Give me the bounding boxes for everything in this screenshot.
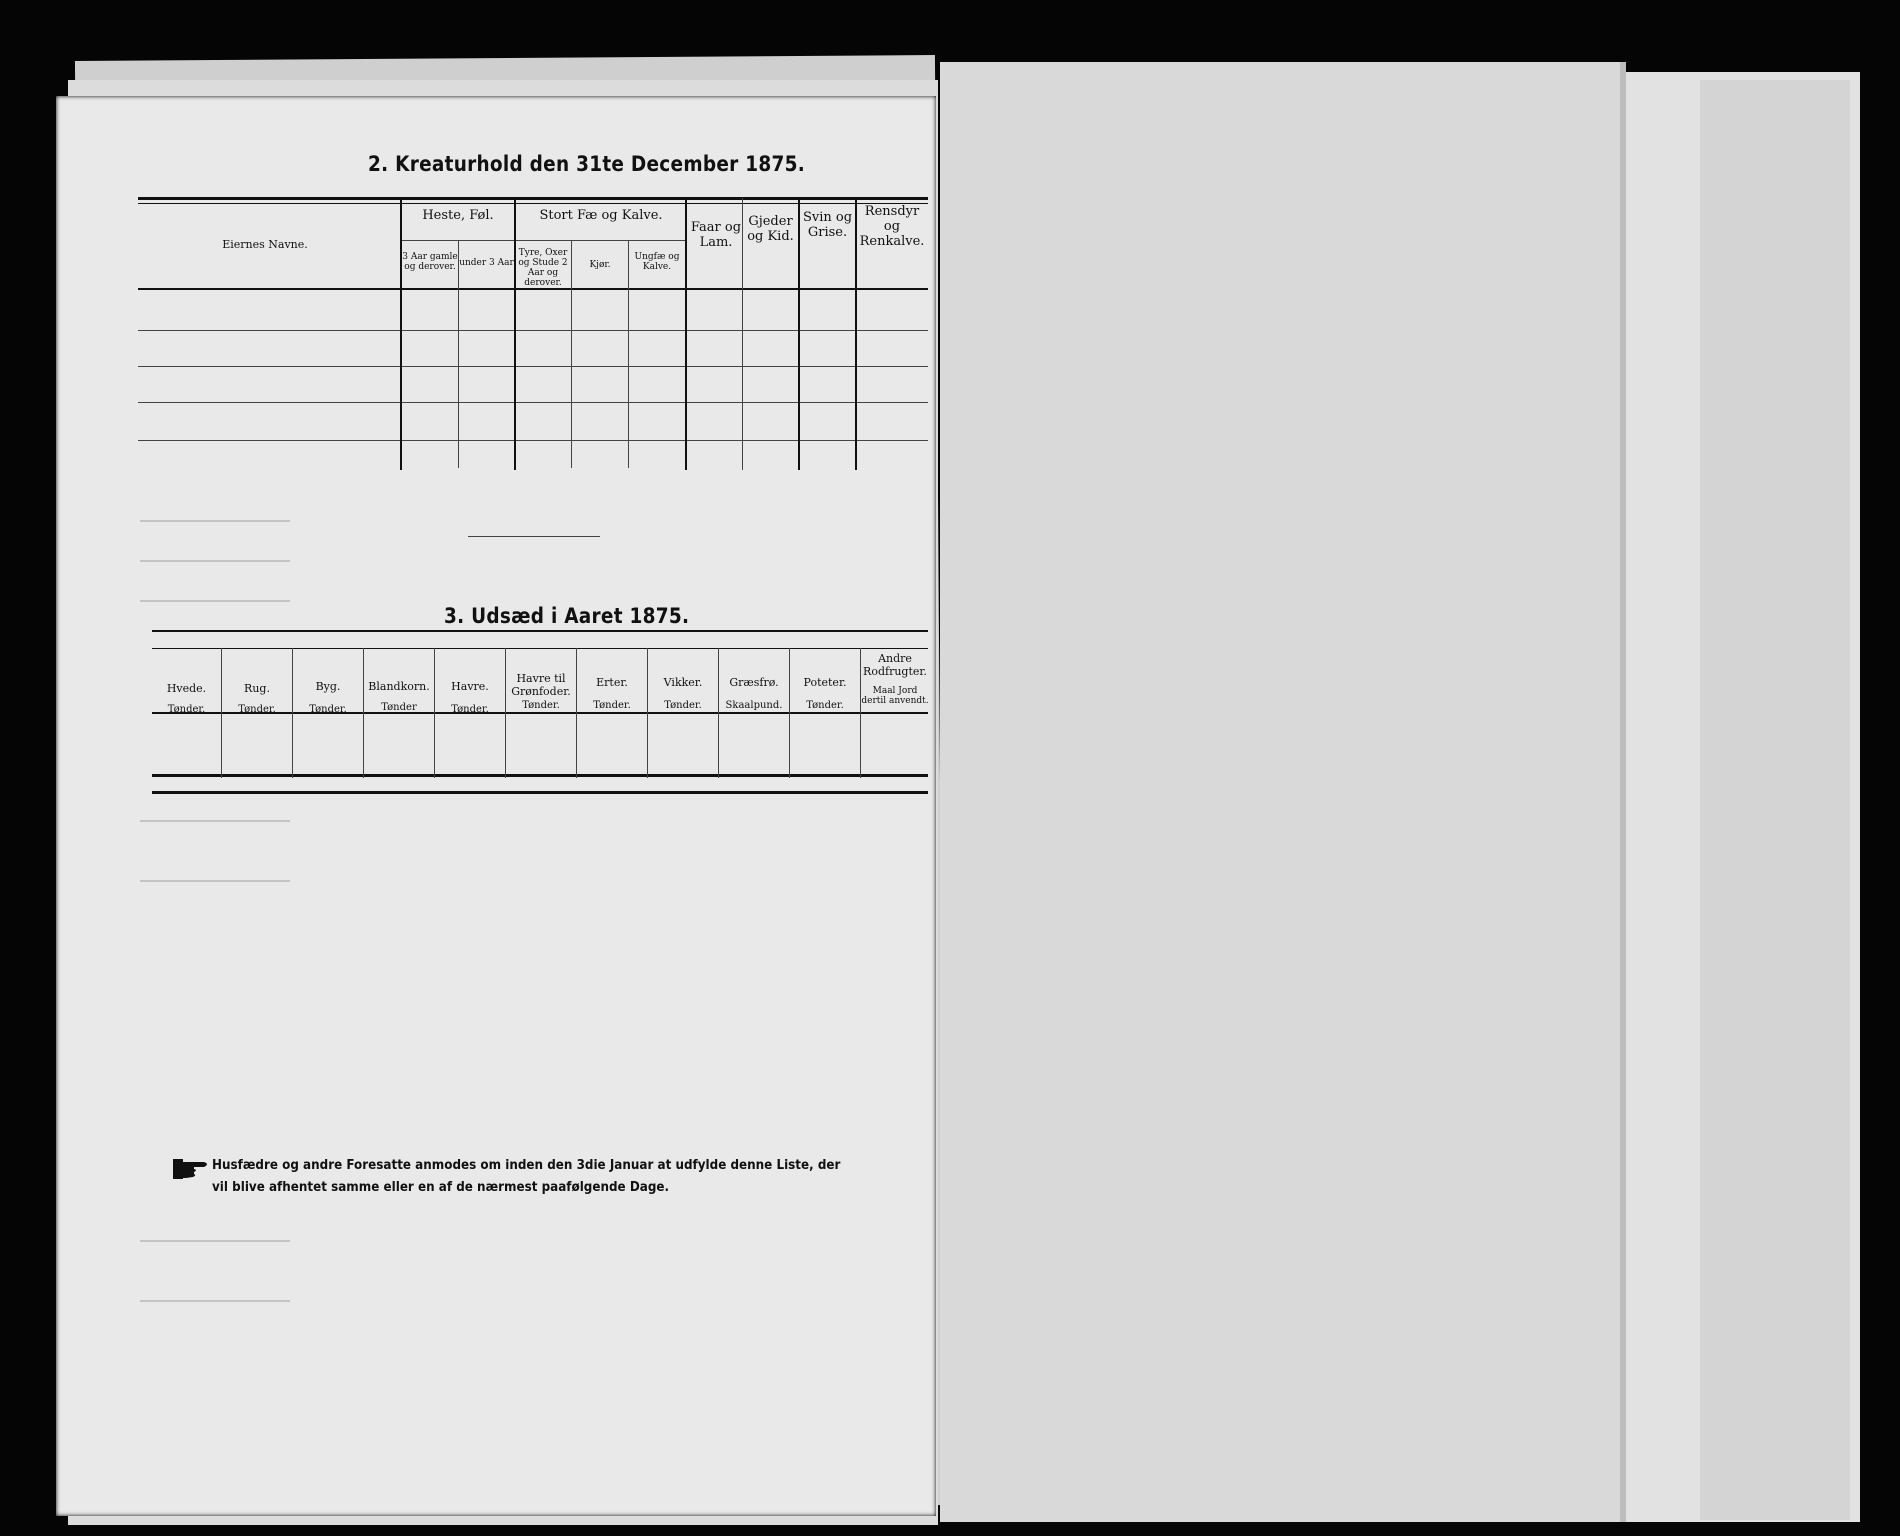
col-vetch-unit: Tønder. (664, 700, 702, 711)
col-rye: Rug. (244, 682, 270, 695)
bleed-through-line (140, 820, 290, 822)
bleed-through-line (140, 560, 290, 562)
col-vetch: Vikker. (663, 676, 703, 689)
bleed-through-line (140, 520, 290, 522)
group-horses: Heste, Føl. (422, 208, 494, 223)
col-wheat-unit: Tønder. (167, 704, 206, 715)
notice-text: Husfædre og andre Foresatte anmodes om inden den 3die Januar at udfylde denne Liste, der vil blive afhentet samme eller en af de nærmest paafølgende Dage. (212, 1158, 841, 1195)
col-owner-names: Eiernes Navne. (222, 238, 308, 251)
col-horses-young: under 3 Aar (459, 258, 514, 268)
col-mixed-grain: Blandkorn. (368, 680, 430, 693)
col-horses-old: 3 Aar gamle og derover. (402, 252, 458, 272)
col-cows: Kjør. (589, 260, 611, 270)
col-oats-unit: Tønder. (451, 704, 489, 715)
col-reindeer: Rensdyr og Renkalve. (859, 204, 925, 249)
col-potatoes: Poteter. (803, 676, 847, 689)
col-grass-seed: Græsfrø. (729, 676, 779, 689)
right-edge-pages (1700, 80, 1850, 1520)
col-oats-green-fodder: Havre til Grønfoder. (511, 672, 571, 698)
col-barley: Byg. (315, 680, 341, 693)
col-peas: Erter. (596, 676, 628, 689)
bleed-through-line (140, 1300, 290, 1302)
group-cattle: Stort Fæ og Kalve. (539, 208, 663, 223)
col-rye-unit: Tønder. (238, 704, 276, 715)
col-pigs: Svin og Grise. (802, 210, 853, 240)
col-potatoes-unit: Tønder. (806, 700, 844, 711)
col-oats-green-fodder-unit: Tønder. (522, 700, 560, 711)
left-page (56, 96, 936, 1516)
col-other-root-crops-unit: Maal Jord dertil anvendt. (861, 686, 929, 706)
col-bulls-oxen: Tyre, Oxer og Stude 2 Aar og derover. (518, 248, 568, 288)
col-sheep: Faar og Lam. (690, 220, 742, 250)
col-oats: Havre. (451, 680, 489, 693)
col-goats: Gjeder og Kid. (747, 214, 794, 244)
page-fold (1620, 62, 1626, 1522)
col-wheat: Hvede. (166, 682, 207, 695)
col-mixed-grain-unit: Tønder (381, 702, 417, 713)
section3-title: 3. Udsæd i Aaret 1875. (444, 604, 690, 628)
section2-title: 2. Kreaturhold den 31te December 1875. (368, 152, 805, 176)
bleed-through-line (140, 1240, 290, 1242)
col-peas-unit: Tønder. (593, 700, 631, 711)
bleed-through-line (140, 600, 290, 602)
col-other-root-crops: Andre Rodfrugter. (863, 652, 927, 678)
section-divider (468, 536, 600, 537)
right-page-blank (940, 62, 1625, 1522)
bleed-through-line (140, 880, 290, 882)
col-grass-seed-unit: Skaalpund. (725, 700, 783, 711)
col-barley-unit: Tønder. (309, 704, 347, 715)
col-young-cattle: Ungfæ og Kalve. (634, 252, 680, 272)
pointing-hand-icon (172, 1156, 212, 1182)
